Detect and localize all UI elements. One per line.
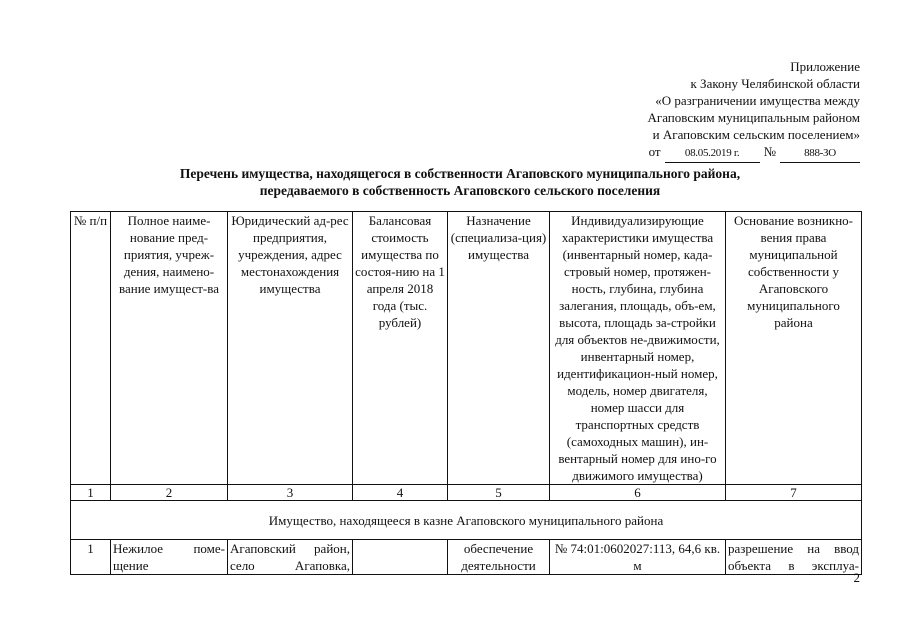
column-number: 5 [448, 485, 550, 501]
title-line-2: передаваемого в собственность Агаповского сельского поселения [259, 183, 661, 198]
property-table [70, 211, 862, 575]
row-purpose [448, 540, 550, 575]
appendix-line: к Закону Челябинской области [690, 76, 860, 91]
row-number: 1 [71, 540, 111, 575]
row-basis [726, 540, 862, 575]
header-cell-value: Балансовая стоимость имущества по состоя-нию на 1 апреля 2018 года (тыс. рублей) [353, 212, 448, 485]
appendix-line: и Агаповским сельским поселением» [652, 127, 860, 142]
row-characteristics-text: № 74:01:0602027:113, 64,6 кв. м [554, 541, 721, 573]
page-number: 2 [853, 570, 860, 585]
column-number: 1 [71, 485, 111, 501]
column-number: 7 [726, 485, 862, 501]
column-number: 3 [228, 485, 353, 501]
title-line-1: Перечень имущества, находящегося в собственности Агаповского муниципального района, [179, 166, 741, 181]
appendix-line: «О разграничении имущества между [655, 93, 860, 108]
row-purpose-text: обеспечение деятельности [461, 541, 536, 573]
row-characteristics [550, 540, 726, 575]
appendix-line: Приложение [790, 59, 860, 74]
row-address-text: Агаповский район, село Агаповка, [230, 541, 350, 573]
appendix-block [540, 58, 860, 163]
header-row [71, 212, 862, 485]
row-address [228, 540, 353, 575]
header-cell-address: Юридический ад-рес предприятия, учреждения, адрес местонахождения имущества [228, 212, 353, 485]
header-cell-characteristics: Индивидуализирующие характеристики имущества (инвентарный номер, када-стровый номер, протяжен-ность, глубина, глубина залегания, площадь, объ-ем, высота, площадь за-стройки для объектов не-движимости, инвентарный номер, идентификацион-ный номер, модель, номер двигателя, номер шасси для транспортных средств (самоходных машин), ин-вентарный номер для ино-го движимого имущества) [550, 212, 726, 485]
header-cell-purpose: Назначение (специализа-ция) имущества [448, 212, 550, 485]
row-value [353, 540, 448, 575]
section-row [71, 501, 862, 540]
column-number: 6 [550, 485, 726, 501]
column-number: 2 [111, 485, 228, 501]
law-number: 888-ЗО [780, 145, 860, 163]
row-name [111, 540, 228, 575]
section-title: Имущество, находящееся в казне Агаповского муниципального района [71, 501, 862, 540]
number-label: № [763, 144, 776, 159]
table-row [71, 540, 862, 575]
header-cell-name: Полное наиме-нование пред-приятия, учреж-дения, наимено-вание имущест-ва [111, 212, 228, 485]
appendix-line: Агаповским муниципальным районом [647, 110, 860, 125]
from-label: от [648, 144, 661, 159]
header-cell-number: № п/п [71, 212, 111, 485]
law-reference [540, 143, 860, 163]
law-date: 08.05.2019 г. [665, 145, 760, 163]
column-number-row [71, 485, 862, 501]
row-name-text: Нежилое поме-щение [113, 541, 225, 573]
header-cell-basis: Основание возникно-вения права муниципальной собственности у Агаповского муниципального района [726, 212, 862, 485]
document-title [60, 165, 860, 199]
column-number: 4 [353, 485, 448, 501]
row-basis-text: разрешение на ввод объекта в эксплуа- [728, 541, 859, 573]
